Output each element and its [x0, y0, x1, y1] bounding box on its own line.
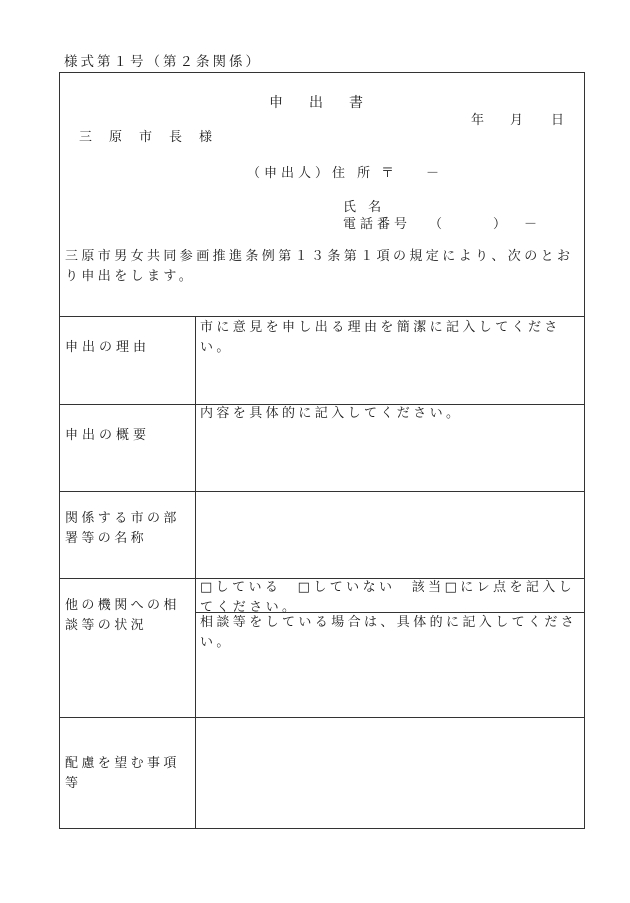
form-frame [59, 72, 585, 829]
row-label: 配慮を望む事項等 [65, 756, 180, 791]
row-label: 申出の理由 [65, 340, 151, 355]
applicant-address-label: （申出人）住 所 [247, 166, 375, 181]
date-year: 年 [471, 113, 485, 128]
row-content: 内容を具体的に記入してください。 [200, 406, 463, 421]
postal-mark: 〒 [381, 166, 395, 181]
row-content: 市に意見を申し出る理由を簡潔に記入してください。 [200, 320, 561, 355]
name-label: 氏 名 [343, 200, 386, 215]
phone-dash: － [524, 217, 538, 232]
date-month: 月 [510, 113, 524, 128]
date-day: 日 [551, 113, 565, 128]
form-title: 申 出 書 [269, 95, 369, 111]
divider [60, 316, 584, 317]
form-number: 様式第１号（第２条関係） [64, 54, 262, 70]
column-divider [195, 316, 196, 828]
statement-text: 三原市男女共同参画推進条例第１３条第１項の規定により、次のとおり申出をします。 [65, 249, 574, 284]
divider [60, 717, 584, 718]
phone-label: 電話番号 [343, 217, 412, 232]
row-label: 関係する市の部署等の名称 [65, 511, 180, 546]
divider [60, 491, 584, 492]
consultation-checkbox-text: □している □していない 該当□にレ点を記入してください。 [200, 580, 576, 615]
phone-paren: （ ） [429, 217, 510, 232]
addressee: 三 原 市 長 様 [79, 130, 215, 145]
row-content: 相談等をしている場合は、具体的に記入してください。 [200, 615, 578, 650]
postal-dash: － [426, 166, 440, 181]
row-label: 申出の概要 [65, 428, 151, 443]
row-label: 他の機関への相談等の状況 [65, 598, 180, 633]
